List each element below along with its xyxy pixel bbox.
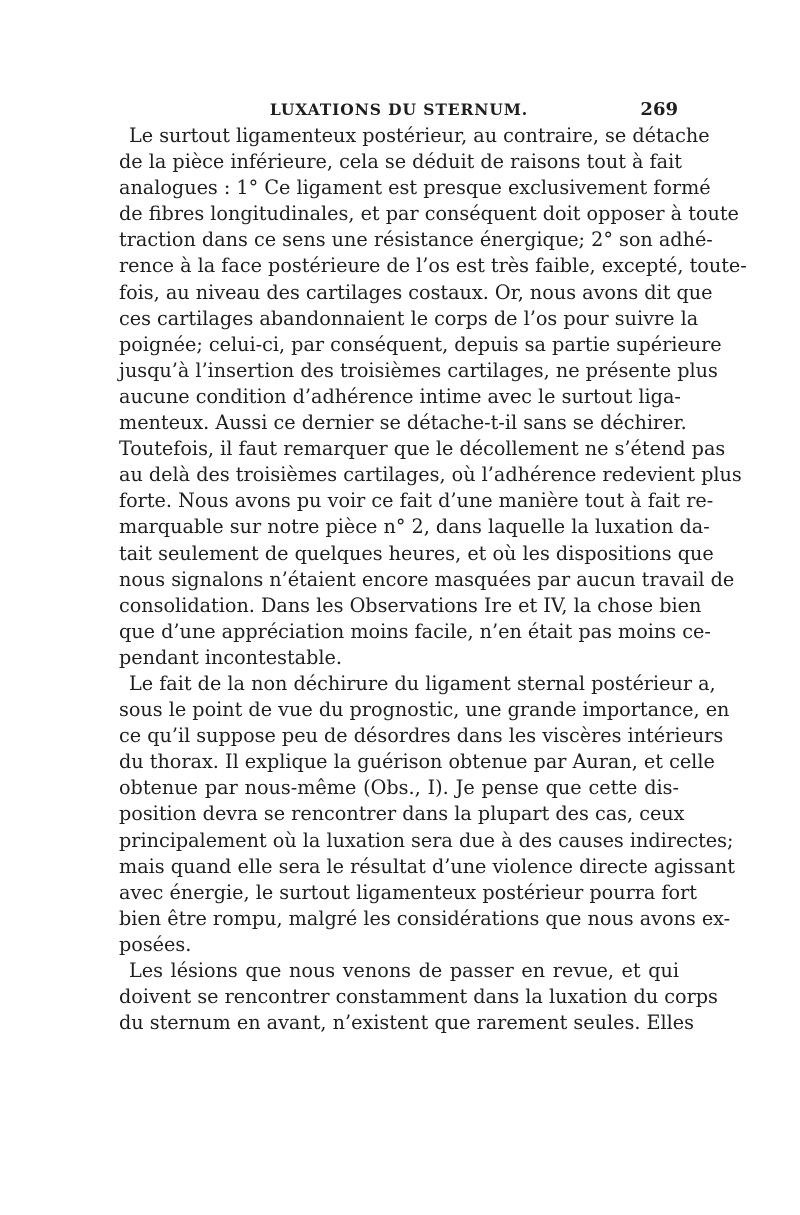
text-line: que d’une appréciation moins facile, n’en était pas moins ce-: [119, 619, 711, 643]
running-head: [120, 96, 678, 124]
body-text: [119, 123, 747, 1036]
text-line: marquable sur notre pièce n° 2, dans laquelle la luxation da-: [119, 515, 710, 539]
text-line: Les lésions que nous venons de passer en revue, et qui: [129, 959, 679, 982]
text-line: du sternum en avant, n’existent que rarement seules. Elles: [119, 1011, 695, 1035]
text-line: traction dans ce sens une résistance énergique; 2° son adhé-: [119, 228, 713, 252]
text-line: jusqu’à l’insertion des troisièmes cartilages, ne présente plus: [119, 358, 718, 382]
paragraph-1: [119, 123, 747, 671]
text-line: sous le point de vue du prognostic, une grande importance, en: [119, 698, 730, 722]
text-line: forte. Nous avons pu voir ce fait d’une manière tout à fait re-: [119, 489, 714, 513]
text-line: avec énergie, le surtout ligamenteux postérieur pourra fort: [119, 880, 697, 904]
text-line: principalement où la luxation sera due à des causes indirectes;: [119, 828, 734, 852]
running-title: LUXATIONS DU STERNUM.: [269, 100, 529, 119]
text-line: pendant incontestable.: [119, 645, 342, 669]
paragraph-3: [119, 958, 718, 1036]
text-line: consolidation. Dans les Observations Ire et IV, la chose bien: [119, 593, 702, 617]
text-line: nous signalons n’étaient encore masquées par aucun travail de: [119, 567, 735, 591]
text-line: position devra se rencontrer dans la plupart des cas, ceux: [119, 802, 685, 826]
text-line: aucune condition d’adhérence intime avec le surtout liga-: [119, 384, 681, 408]
text-line: doivent se rencontrer constamment dans la luxation du corps: [119, 985, 718, 1009]
text-line: au delà des troisièmes cartilages, où l’adhérence redevient plus: [119, 463, 742, 487]
text-line: bien être rompu, malgré les considérations que nous avons ex-: [119, 906, 731, 930]
text-line: du thorax. Il explique la guérison obtenue par Auran, et celle: [119, 750, 715, 774]
page-number: 269: [640, 99, 678, 120]
text-line: obtenue par nous-même (Obs., I). Je pense que cette dis-: [119, 776, 679, 800]
text-line: mais quand elle sera le résultat d’une violence directe agissant: [119, 854, 735, 878]
paragraph-2: [119, 671, 735, 958]
text-line: poignée; celui-ci, par conséquent, depuis sa partie supérieure: [119, 332, 722, 356]
text-line: Le surtout ligamenteux postérieur, au contraire, se détache: [129, 124, 710, 147]
text-line: de la pièce inférieure, cela se déduit de raisons tout à fait: [119, 150, 682, 174]
text-line: de fibres longitudinales, et par conséquent doit opposer à toute: [119, 202, 739, 226]
text-line: ce qu’il suppose peu de désordres dans les viscères intérieurs: [119, 724, 724, 748]
text-line: tait seulement de quelques heures, et où les dispositions que: [119, 541, 714, 565]
text-line: analogues : 1° Ce ligament est presque exclusivement formé: [119, 176, 711, 200]
text-line: ces cartilages abandonnaient le corps de l’os pour suivre la: [119, 306, 699, 330]
text-line: Le fait de la non déchirure du ligament sternal postérieur a,: [129, 671, 716, 695]
text-line: posées.: [119, 932, 192, 956]
text-line: rence à la face postérieure de l’os est très faible, excepté, toute-: [119, 254, 747, 278]
text-line: Toutefois, il faut remarquer que le décollement ne s’étend pas: [119, 437, 726, 461]
text-line: fois, au niveau des cartilages costaux. Or, nous avons dit que: [119, 280, 713, 304]
text-line: menteux. Aussi ce dernier se détache-t-il sans se déchirer.: [119, 411, 687, 435]
